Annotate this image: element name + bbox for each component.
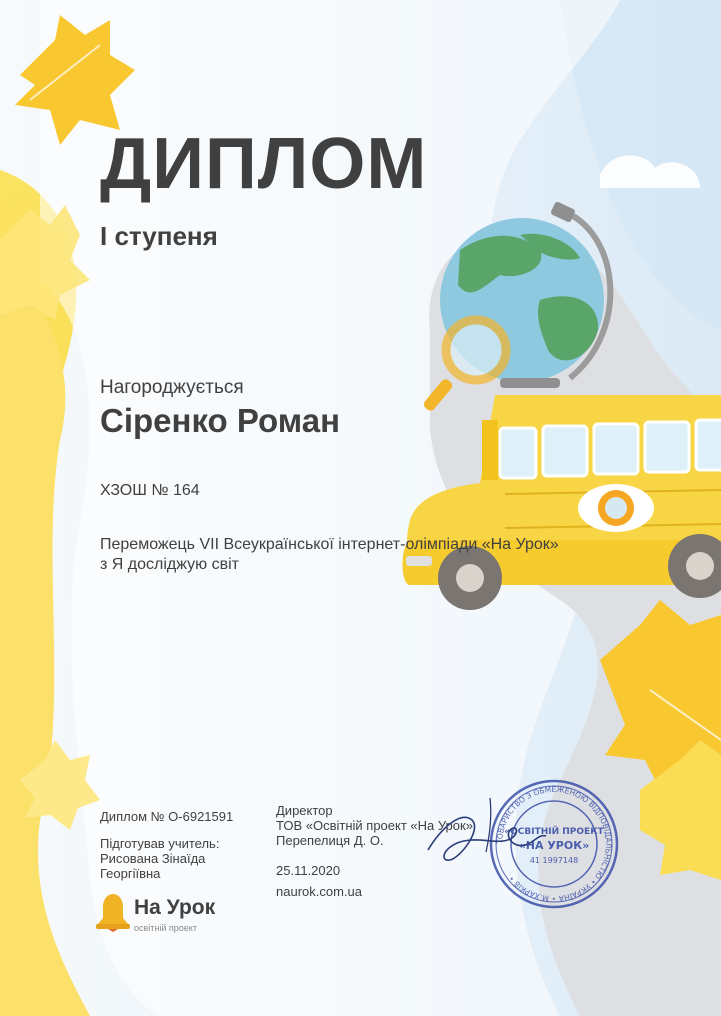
director-org: ТОВ «Освітній проект «На Урок»: [276, 818, 473, 833]
director-title: Директор: [276, 803, 333, 818]
teacher-name-line-2: Георгіївна: [100, 866, 161, 881]
school-name: ХЗОШ № 164: [100, 482, 200, 499]
director-name: Перепелиця Д. О.: [276, 833, 384, 848]
achievement-line-1: Переможець VII Всеукраїнської інтернет-олімпіади «На Урок»: [100, 536, 559, 553]
logo-title: На Урок: [134, 896, 216, 919]
director-signature: [420, 790, 550, 870]
stamp-ring-text: ТОВАРИСТВО З ОБМЕЖЕНОЮ ВІДПОВІДАЛЬНІСТЮ • УКРАЇНА • М.ХАРКІВ •: [494, 784, 614, 904]
awarded-label: Нагороджується: [100, 377, 244, 398]
logo-subtitle: освітній проект: [134, 923, 197, 933]
issue-date: 25.11.2020: [276, 863, 341, 878]
stamp-center-line-2: «НА УРОК»: [518, 839, 590, 852]
recipient-name: Сіренко Роман: [100, 402, 341, 439]
stamp-code: 41 1997148: [529, 856, 579, 865]
achievement-line-2: з Я досліджую світ: [100, 556, 239, 573]
teacher-name-line-1: Рисована Зінаїда: [100, 851, 206, 866]
achievement-text: [100, 535, 559, 575]
naurok-logo: [96, 890, 246, 935]
teacher-label: Підготував учитель:: [100, 836, 220, 851]
diploma-degree: І ступеня: [100, 221, 218, 251]
diploma-title: ДИПЛОМ: [100, 124, 428, 204]
teacher-block: [100, 836, 219, 881]
diploma-number: Диплом № О-6921591: [100, 809, 234, 824]
website-link[interactable]: naurok.com.ua: [276, 884, 362, 899]
stamp-center-line-1: «ОСВІТНІЙ ПРОЕКТ: [504, 827, 604, 837]
bell-icon: [96, 892, 130, 932]
